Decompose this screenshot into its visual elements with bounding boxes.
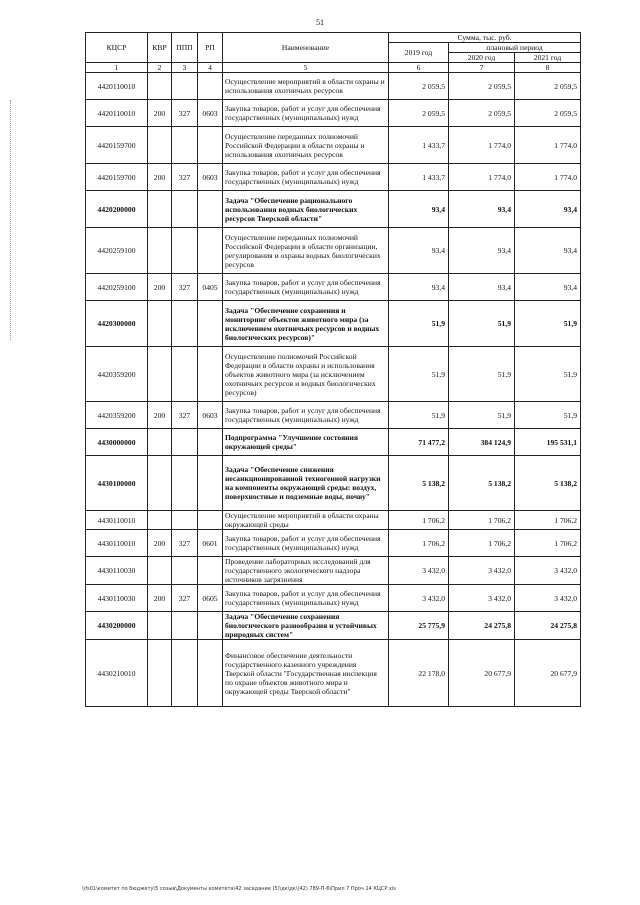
kcsr-cell: 4430110010 — [86, 530, 148, 557]
amount-2019-cell: 3 432,0 — [389, 585, 449, 612]
kcsr-cell: 4420259100 — [86, 274, 148, 301]
amount-2019-cell: 1 433,7 — [389, 127, 449, 164]
table-row — [86, 640, 581, 707]
kcsr-cell: 4420110010 — [86, 100, 148, 127]
table-row — [86, 347, 581, 402]
amount-2021-cell: 5 138,2 — [515, 456, 581, 511]
ppp-cell — [172, 301, 198, 347]
table-row — [86, 612, 581, 640]
amount-2020-cell: 24 275,8 — [449, 612, 515, 640]
amount-2021-cell: 1 706,2 — [515, 511, 581, 530]
amount-2021-cell: 20 677,9 — [515, 640, 581, 707]
file-path-footer: \\fs01\комитет по бюджету\5 созыв\Документы комитета\42 заседание (5)\дк\дк\(42) 789-П-6\Прил 7 Проч 14 КЦСР.xls — [82, 886, 396, 892]
kcsr-cell: 4430200000 — [86, 612, 148, 640]
name-cell: Задача "Обеспечение сохранения и мониторинг объектов животного мира (за исключением охотничьих ресурсов и водных биологических ресурсов)" — [223, 301, 389, 347]
name-cell: Осуществление переданных полномочий Российской Федерации в области организации, регулирования и охраны водных биологических ресурсов — [223, 228, 389, 274]
ppp-cell — [172, 228, 198, 274]
amount-2021-cell: 3 432,0 — [515, 585, 581, 612]
table-row — [86, 127, 581, 164]
ppp-cell: 327 — [172, 585, 198, 612]
amount-2021-cell: 51,9 — [515, 347, 581, 402]
table-row — [86, 429, 581, 456]
header-ppp: ППП — [172, 33, 198, 63]
kvr-cell — [148, 456, 172, 511]
kvr-cell: 200 — [148, 274, 172, 301]
amount-2019-cell: 3 432,0 — [389, 557, 449, 585]
rp-cell: 0601 — [198, 530, 223, 557]
amount-2020-cell: 51,9 — [449, 402, 515, 429]
rp-cell — [198, 228, 223, 274]
table-row — [86, 557, 581, 585]
name-cell: Закупка товаров, работ и услуг для обеспечения государственных (муниципальных) нужд — [223, 402, 389, 429]
table-row — [86, 191, 581, 228]
kcsr-cell: 4420259100 — [86, 228, 148, 274]
table-row — [86, 456, 581, 511]
ppp-cell: 327 — [172, 274, 198, 301]
table-row — [86, 228, 581, 274]
kvr-cell: 200 — [148, 402, 172, 429]
rp-cell — [198, 640, 223, 707]
column-number: 8 — [515, 63, 581, 73]
kcsr-cell: 4430110030 — [86, 557, 148, 585]
kvr-cell: 200 — [148, 100, 172, 127]
ppp-cell — [172, 612, 198, 640]
header-kvr: КВР — [148, 33, 172, 63]
amount-2020-cell: 51,9 — [449, 301, 515, 347]
name-cell: Осуществление переданных полномочий Российской Федерации в области охраны и использования охотничьих ресурсов — [223, 127, 389, 164]
rp-cell — [198, 511, 223, 530]
rp-cell — [198, 429, 223, 456]
amount-2019-cell: 93,4 — [389, 191, 449, 228]
header-kcsr: КЦСР — [86, 33, 148, 63]
ppp-cell — [172, 191, 198, 228]
amount-2020-cell: 3 432,0 — [449, 585, 515, 612]
budget-table — [85, 32, 581, 707]
name-cell: Задача "Обеспечение сохранения биологического разнообразия и устойчивых природных систем" — [223, 612, 389, 640]
ppp-cell — [172, 127, 198, 164]
kvr-cell — [148, 301, 172, 347]
column-number: 2 — [148, 63, 172, 73]
amount-2021-cell: 24 275,8 — [515, 612, 581, 640]
column-number: 3 — [172, 63, 198, 73]
kvr-cell — [148, 347, 172, 402]
column-number: 1 — [86, 63, 148, 73]
table-row — [86, 100, 581, 127]
kcsr-cell: 4420359200 — [86, 402, 148, 429]
amount-2019-cell: 93,4 — [389, 228, 449, 274]
amount-2021-cell: 51,9 — [515, 402, 581, 429]
header-sum: Сумма, тыс. руб. — [389, 33, 581, 43]
kcsr-cell: 4430210010 — [86, 640, 148, 707]
amount-2019-cell: 2 059,5 — [389, 73, 449, 100]
rp-cell: 0603 — [198, 164, 223, 191]
amount-2020-cell: 1 774,0 — [449, 164, 515, 191]
kcsr-cell: 4420200000 — [86, 191, 148, 228]
ppp-cell — [172, 456, 198, 511]
column-number: 4 — [198, 63, 223, 73]
rp-cell — [198, 612, 223, 640]
header-2020: 2020 год — [449, 53, 515, 63]
table-row — [86, 73, 581, 100]
kcsr-cell: 4420359200 — [86, 347, 148, 402]
amount-2019-cell: 2 059,5 — [389, 100, 449, 127]
name-cell: Закупка товаров, работ и услуг для обеспечения государственных (муниципальных) нужд — [223, 100, 389, 127]
header-planned-period: плановый период — [449, 43, 581, 53]
kcsr-cell: 4430110030 — [86, 585, 148, 612]
amount-2021-cell: 2 059,5 — [515, 100, 581, 127]
kvr-cell — [148, 127, 172, 164]
amount-2019-cell: 93,4 — [389, 274, 449, 301]
table-row — [86, 301, 581, 347]
kvr-cell: 200 — [148, 530, 172, 557]
name-cell: Закупка товаров, работ и услуг для обеспечения государственных (муниципальных) нужд — [223, 530, 389, 557]
kvr-cell — [148, 640, 172, 707]
rp-cell — [198, 557, 223, 585]
kvr-cell — [148, 228, 172, 274]
column-number: 6 — [389, 63, 449, 73]
kvr-cell — [148, 191, 172, 228]
ppp-cell: 327 — [172, 164, 198, 191]
name-cell: Подпрограмма "Улучшение состояния окружающей среды" — [223, 429, 389, 456]
amount-2019-cell: 1 433,7 — [389, 164, 449, 191]
column-number: 7 — [449, 63, 515, 73]
table-row — [86, 585, 581, 612]
kvr-cell: 200 — [148, 164, 172, 191]
amount-2020-cell: 1 774,0 — [449, 127, 515, 164]
kvr-cell — [148, 511, 172, 530]
amount-2020-cell: 93,4 — [449, 274, 515, 301]
amount-2019-cell: 5 138,2 — [389, 456, 449, 511]
rp-cell — [198, 347, 223, 402]
kvr-cell — [148, 557, 172, 585]
amount-2020-cell: 384 124,9 — [449, 429, 515, 456]
amount-2020-cell: 5 138,2 — [449, 456, 515, 511]
name-cell: Задача "Обеспечение снижения несанкционированной техногенной нагрузки на компоненты окружающей среды: воздух, поверхностные и подземные воды, почву" — [223, 456, 389, 511]
kcsr-cell: 4420159700 — [86, 164, 148, 191]
amount-2020-cell: 93,4 — [449, 228, 515, 274]
header-2021: 2021 год — [515, 53, 581, 63]
ppp-cell: 327 — [172, 100, 198, 127]
amount-2019-cell: 51,9 — [389, 301, 449, 347]
rp-cell — [198, 301, 223, 347]
name-cell: Задача "Обеспечение рационального использования водных биологических ресурсов Тверской области" — [223, 191, 389, 228]
kvr-cell — [148, 73, 172, 100]
amount-2021-cell: 93,4 — [515, 191, 581, 228]
amount-2021-cell: 1 774,0 — [515, 164, 581, 191]
amount-2020-cell: 3 432,0 — [449, 557, 515, 585]
name-cell: Осуществление мероприятий в области охраны и использования охотничьих ресурсов — [223, 73, 389, 100]
amount-2020-cell: 93,4 — [449, 191, 515, 228]
amount-2020-cell: 2 059,5 — [449, 73, 515, 100]
rp-cell: 0405 — [198, 274, 223, 301]
kcsr-cell: 4430100000 — [86, 456, 148, 511]
scan-margin-marks — [10, 100, 13, 340]
amount-2021-cell: 51,9 — [515, 301, 581, 347]
rp-cell: 0603 — [198, 402, 223, 429]
amount-2019-cell: 22 178,0 — [389, 640, 449, 707]
name-cell: Закупка товаров, работ и услуг для обеспечения государственных (муниципальных) нужд — [223, 274, 389, 301]
kcsr-cell: 4420110010 — [86, 73, 148, 100]
kvr-cell — [148, 612, 172, 640]
ppp-cell — [172, 429, 198, 456]
name-cell: Проведение лабораторных исследований для государственного экологического надзора источников загрязнения — [223, 557, 389, 585]
table-row — [86, 164, 581, 191]
ppp-cell: 327 — [172, 530, 198, 557]
page-number: 51 — [316, 18, 324, 27]
name-cell: Закупка товаров, работ и услуг для обеспечения государственных (муниципальных) нужд — [223, 164, 389, 191]
rp-cell — [198, 456, 223, 511]
amount-2021-cell: 2 059,5 — [515, 73, 581, 100]
kcsr-cell: 4430110010 — [86, 511, 148, 530]
amount-2019-cell: 51,9 — [389, 347, 449, 402]
ppp-cell — [172, 557, 198, 585]
amount-2021-cell: 195 531,1 — [515, 429, 581, 456]
header-name: Наименование — [223, 33, 389, 63]
amount-2020-cell: 1 706,2 — [449, 530, 515, 557]
amount-2021-cell: 1 706,2 — [515, 530, 581, 557]
name-cell: Закупка товаров, работ и услуг для обеспечения государственных (муниципальных) нужд — [223, 585, 389, 612]
column-number: 5 — [223, 63, 389, 73]
table-row — [86, 511, 581, 530]
kcsr-cell: 4420300000 — [86, 301, 148, 347]
amount-2021-cell: 93,4 — [515, 274, 581, 301]
name-cell: Осуществление полномочий Российской Федерации в области охраны и использования объектов животного мира (за исключением охотничьих ресурсов и водных биологических ресурсов) — [223, 347, 389, 402]
amount-2020-cell: 20 677,9 — [449, 640, 515, 707]
rp-cell — [198, 191, 223, 228]
rp-cell: 0603 — [198, 100, 223, 127]
kvr-cell — [148, 429, 172, 456]
amount-2019-cell: 51,9 — [389, 402, 449, 429]
ppp-cell — [172, 347, 198, 402]
rp-cell: 0605 — [198, 585, 223, 612]
table-row — [86, 402, 581, 429]
ppp-cell — [172, 640, 198, 707]
ppp-cell — [172, 511, 198, 530]
amount-2020-cell: 2 059,5 — [449, 100, 515, 127]
amount-2021-cell: 1 774,0 — [515, 127, 581, 164]
table-row — [86, 530, 581, 557]
ppp-cell: 327 — [172, 402, 198, 429]
name-cell: Осуществление мероприятий в области охраны окружающей среды — [223, 511, 389, 530]
header-rp: РП — [198, 33, 223, 63]
rp-cell — [198, 127, 223, 164]
rp-cell — [198, 73, 223, 100]
kcsr-cell: 4420159700 — [86, 127, 148, 164]
amount-2020-cell: 51,9 — [449, 347, 515, 402]
amount-2021-cell: 93,4 — [515, 228, 581, 274]
amount-2019-cell: 25 775,9 — [389, 612, 449, 640]
kcsr-cell: 4430000000 — [86, 429, 148, 456]
ppp-cell — [172, 73, 198, 100]
kvr-cell: 200 — [148, 585, 172, 612]
amount-2019-cell: 71 477,2 — [389, 429, 449, 456]
amount-2021-cell: 3 432,0 — [515, 557, 581, 585]
amount-2019-cell: 1 706,2 — [389, 530, 449, 557]
table-row — [86, 274, 581, 301]
amount-2019-cell: 1 706,2 — [389, 511, 449, 530]
column-number-row — [86, 63, 581, 73]
name-cell: Финансовое обеспечение деятельности государственного казенного учреждения Тверской области "Государственная инспекция по охране объектов животного мира и окружающей среды Тверской области" — [223, 640, 389, 707]
header-2019: 2019 год — [389, 43, 449, 63]
amount-2020-cell: 1 706,2 — [449, 511, 515, 530]
